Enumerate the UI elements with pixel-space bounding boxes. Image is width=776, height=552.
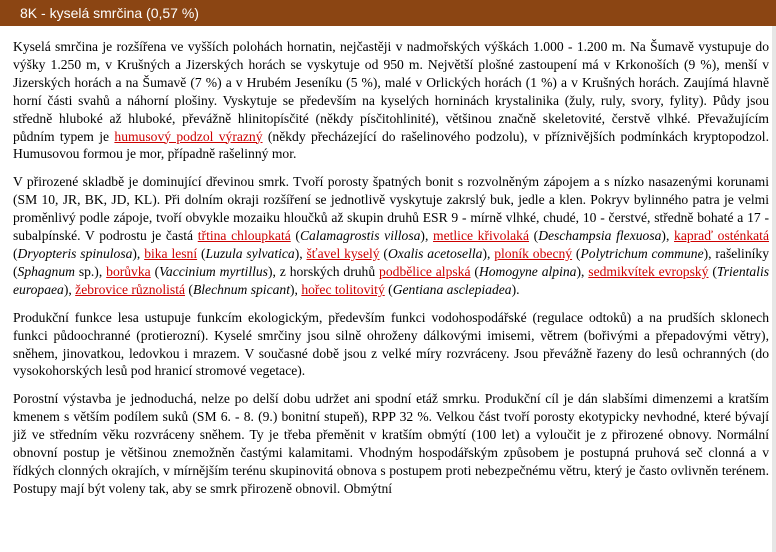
text-run: ), z horských druhů	[267, 263, 380, 279]
text-run: Porostní výstavba je jednoduchá, nelze po delší dobu udržet ani spodní etáž smrku. Produkční cíl je dán slabšími dimenzemi a kratším kmenem s větším podílem suků (SM 6. - 8. (9.) bonitní stupeň), RPP 32 %. Velkou část tvoří porosty ekotypicky nevhodné, které bývají již ve středním věku rozvráceny sněhem. Ty je třeba přeměnit v kratším obmýtí (100 let) a vyloučit je z přirozené obnovy. Normální obnovní postup je většinou znemožněn častými kalamitami. Vhodným hospodářským způsobem je postupná pruhová seč clonná a v řídkých clonných okrajích, v mírnějším terénu skupinovitá obnova s postupem proti nebezpečnému větru, který je často ovlivněn terénem. Postupy mají být voleny tak, aby se smrk přirozeně obnovil. Obmýtní	[13, 391, 769, 496]
section-title: 8K - kyselá smrčina (0,57 %)	[20, 5, 199, 21]
species-link[interactable]: borůvka	[106, 263, 151, 279]
species-link[interactable]: humusový podzol výrazný	[114, 128, 263, 144]
text-run: (	[185, 281, 193, 297]
text-run: ).	[511, 281, 520, 297]
text-run: ),	[63, 281, 76, 297]
latin-name: Luzula sylvatica	[205, 245, 295, 261]
text-run: (	[150, 263, 160, 279]
text-run: (	[197, 245, 206, 261]
text-run: (	[13, 245, 18, 261]
text-run: (	[572, 245, 581, 261]
paragraph-stand-management	[13, 390, 769, 497]
latin-name: Gentiana asclepiadea	[392, 281, 512, 297]
latin-name: Deschampsia flexuosa	[538, 228, 662, 244]
latin-name: Sphagnum	[17, 263, 75, 279]
species-link[interactable]: podbělice alpská	[379, 263, 471, 279]
species-link[interactable]: metlice křivolaká	[433, 228, 530, 244]
species-link[interactable]: ploník obecný	[494, 245, 573, 261]
text-run: (	[529, 228, 539, 244]
paragraph-forest-functions	[13, 309, 769, 381]
text-run: (někdy přecházející do rašelinového podzolu), v příznivějších podmínkách kryptopodzol. Humusovou formou je mor, případně rašelinný mor.	[13, 128, 769, 162]
text-run: ),	[576, 263, 589, 279]
paragraph-distribution	[13, 38, 769, 163]
latin-name: Vaccinium myrtillus	[159, 263, 268, 279]
text-run: (	[379, 245, 388, 261]
species-link[interactable]: šťavel kyselý	[306, 245, 380, 261]
text-run: ),	[482, 245, 495, 261]
text-run: (	[290, 228, 300, 244]
latin-name: Trientalis europaea	[13, 263, 770, 297]
section-title-bar	[0, 0, 776, 26]
article-body	[13, 38, 769, 508]
latin-name: Calamagrostis villosa	[299, 228, 421, 244]
latin-name: Homogyne alpina	[478, 263, 577, 279]
species-link[interactable]: kapraď osténkatá	[674, 228, 769, 244]
species-link[interactable]: sedmikvítek evropský	[588, 263, 709, 279]
text-run: ),	[294, 245, 307, 261]
latin-name: Dryopteris spinulosa	[17, 245, 133, 261]
text-run: (	[470, 263, 479, 279]
text-run: Produkční funkce lesa ustupuje funkcím ekologickým, především funkci vodohospodářské (regulace odtoků) a na prudších sklonech funkci půdoochranné (protierozní). Kyselé smrčiny jsou silně ohroženy dálkovými imisemi, větrem (bořivými a přepadovými větry), sněhem, jinovatkou, ledovkou i mrazem. V současné době jsou z velké míry rozvráceny. Jsou převážně řazeny do lesů ochranných (do vysokohorských lesů pod hranicí stromové vegetace).	[13, 309, 769, 379]
vertical-scrollbar[interactable]	[772, 26, 776, 552]
latin-name: Oxalis acetosella	[387, 245, 483, 261]
paragraph-species-composition	[13, 173, 769, 298]
text-run: ),	[661, 228, 675, 244]
text-run: Kyselá smrčina je rozšířena ve vyšších polohách hornatin, nejčastěji v nadmořských výškách 1.000 - 1.200 m. Na Šumavě vystupuje do výšky 1.250 m, v Krušných a Jizerských horách se vyskytuje od 950 m. Největší plošné zastoupení má v Krkonoších (9 %), menší v Jizerských horách a na Šumavě (7 %) a v Hrubém Jeseníku (5 %), malé v Orlických horách (1 %) a v Krušných horách. Zaujímá hlavně horní části svahů a náhorní plošiny. Vyskytuje se především na kyselých horninách krystalinika (žuly, ruly, svory, fylity). Půdy jsou středně hluboké až hluboké, převážně hlinitopísčité (někdy písčitohlinité), většinou značně skeletovité, čerstvě vlhké. Převažujícím půdním typem je	[13, 39, 769, 144]
species-link[interactable]: žebrovice různolistá	[75, 281, 186, 297]
species-link[interactable]: bika lesní	[144, 245, 198, 261]
species-link[interactable]: třtina chloupkatá	[197, 228, 291, 244]
latin-name: Blechnum spicant	[192, 281, 290, 297]
text-run: V přirozené skladbě je dominující dřevinou smrk. Tvoří porosty špatných bonit s rozvolněným zápojem a s nízko nasazenými korunami (SM 10, JR, BK, JD, KL). Při dolním okraji rozšíření se jednotlivě vyskytuje zakrslý buk, jedle a klen. Pokryv bylinného patra je velmi proměnlivý podle zápoje, tvoří obvykle mozaiku hloučků až skupin druhů ESR 9 - mírně vlhké, chudé, 10 - čerstvé, středně bohaté a 17 - subalpínské. V podrostu je častá	[13, 174, 769, 244]
text-run: ),	[289, 281, 302, 297]
text-run: sp.),	[74, 263, 107, 279]
text-run: ),	[420, 228, 434, 244]
species-link[interactable]: hořec tolitovitý	[301, 281, 385, 297]
text-run: (	[384, 281, 393, 297]
text-run: ), rašeliníky (	[13, 245, 770, 279]
latin-name: Polytrichum commune	[580, 245, 704, 261]
text-run: (	[708, 263, 717, 279]
text-run: ),	[132, 245, 145, 261]
